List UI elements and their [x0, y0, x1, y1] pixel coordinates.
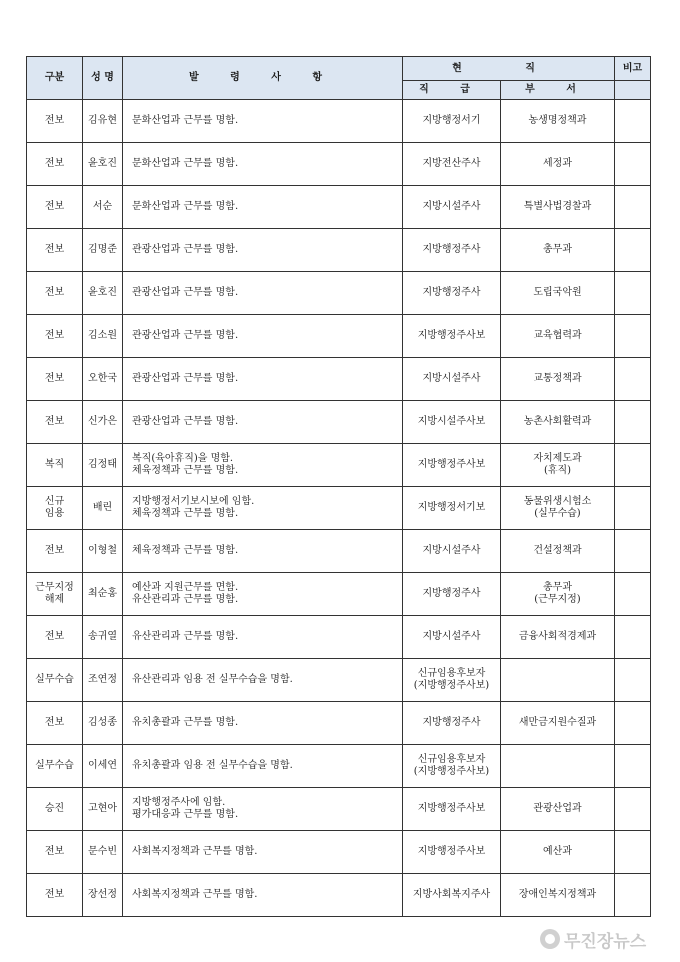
news-logo-icon — [540, 929, 560, 949]
cell-grade-line: 지방시설주사 — [422, 201, 481, 212]
cell-remarks — [615, 401, 651, 444]
cell-grade-line: 지방시설주사 — [422, 373, 481, 384]
table-row — [27, 358, 651, 401]
cell-grade — [403, 100, 501, 143]
cell-type-line: 전보 — [44, 631, 65, 642]
cell-type-line: 해제 — [44, 594, 65, 605]
cell-dept — [501, 530, 615, 573]
cell-remarks — [615, 272, 651, 315]
cell-grade-line: 지방행정주사보 — [417, 803, 486, 814]
cell-name: 고현아 — [83, 788, 123, 831]
cell-remarks — [615, 186, 651, 229]
cell-order — [123, 229, 403, 272]
cell-order-line: 관광산업과 근무를 명함. — [132, 330, 239, 341]
cell-dept — [501, 444, 615, 487]
cell-order-line: 복직(육아휴직)을 명함. — [132, 453, 234, 464]
table-row — [27, 788, 651, 831]
cell-order — [123, 831, 403, 874]
cell-order — [123, 616, 403, 659]
cell-grade-line: 지방행정주사 — [422, 717, 481, 728]
cell-grade — [403, 358, 501, 401]
table-row — [27, 315, 651, 358]
cell-grade-line: 지방시설주사 — [422, 631, 481, 642]
cell-grade-line: (지방행정주사보) — [413, 680, 490, 691]
table-row — [27, 186, 651, 229]
header-remarks-blank — [615, 81, 651, 100]
cell-dept — [501, 143, 615, 186]
cell-type-line: 임용 — [44, 508, 65, 519]
cell-dept — [501, 874, 615, 917]
cell-order-line: 관광산업과 근무를 명함. — [132, 416, 239, 427]
cell-order-line: 체육정책과 근무를 명함. — [132, 545, 239, 556]
cell-type-line: 전보 — [44, 244, 65, 255]
cell-dept-line: 관광산업과 — [533, 803, 582, 814]
cell-dept — [501, 831, 615, 874]
cell-dept — [501, 745, 615, 788]
cell-order-line: 유산관리과 근무를 명함. — [132, 631, 239, 642]
cell-grade-line: 지방행정주사보 — [417, 330, 486, 341]
cell-type-line: 신규 — [44, 496, 65, 507]
cell-type — [27, 702, 83, 745]
table-row — [27, 401, 651, 444]
cell-dept — [501, 616, 615, 659]
cell-order — [123, 401, 403, 444]
cell-grade-line: 지방행정주사보 — [417, 846, 486, 857]
cell-dept — [501, 659, 615, 702]
table-row — [27, 487, 651, 530]
cell-order-line: 관광산업과 근무를 명함. — [132, 287, 239, 298]
table-header — [27, 57, 651, 100]
cell-remarks — [615, 143, 651, 186]
cell-name: 윤호진 — [83, 143, 123, 186]
cell-dept-line: 자치제도과 — [533, 453, 582, 464]
cell-type — [27, 745, 83, 788]
cell-order — [123, 487, 403, 530]
table-row — [27, 272, 651, 315]
cell-order-line: 사회복지정책과 근무를 명함. — [132, 846, 258, 857]
cell-order — [123, 745, 403, 788]
cell-remarks — [615, 444, 651, 487]
cell-type — [27, 659, 83, 702]
cell-grade — [403, 831, 501, 874]
cell-grade — [403, 444, 501, 487]
cell-grade-line: 지방행정주사 — [422, 287, 481, 298]
cell-order-line: 관광산업과 근무를 명함. — [132, 373, 239, 384]
cell-dept-line: 총무과 — [543, 582, 572, 593]
cell-order — [123, 659, 403, 702]
cell-dept — [501, 229, 615, 272]
cell-type-line: 전보 — [44, 717, 65, 728]
cell-dept-line: 예산과 — [543, 846, 572, 857]
cell-name: 이세연 — [83, 745, 123, 788]
table-row — [27, 616, 651, 659]
cell-order — [123, 530, 403, 573]
cell-order — [123, 444, 403, 487]
cell-order — [123, 702, 403, 745]
cell-remarks — [615, 229, 651, 272]
cell-type-line: 전보 — [44, 373, 65, 384]
cell-order-line: 유치총괄과 임용 전 실무수습을 명함. — [132, 760, 293, 771]
cell-remarks — [615, 745, 651, 788]
table-row — [27, 573, 651, 616]
cell-type — [27, 401, 83, 444]
cell-name: 오한국 — [83, 358, 123, 401]
table-body — [27, 100, 651, 917]
cell-grade — [403, 616, 501, 659]
cell-order-line: 사회복지정책과 근무를 명함. — [132, 889, 258, 900]
cell-type — [27, 788, 83, 831]
header-current: 현 직 — [403, 57, 615, 81]
cell-grade-line: 지방행정서기보 — [417, 502, 486, 513]
personnel-table — [26, 56, 651, 917]
cell-dept-line: 교육협력과 — [533, 330, 582, 341]
cell-grade — [403, 401, 501, 444]
cell-remarks — [615, 530, 651, 573]
cell-dept — [501, 487, 615, 530]
cell-dept — [501, 272, 615, 315]
cell-type — [27, 874, 83, 917]
table-row — [27, 444, 651, 487]
cell-order — [123, 186, 403, 229]
cell-dept-line: 교통정책과 — [533, 373, 582, 384]
cell-name: 서순 — [83, 186, 123, 229]
table-row — [27, 874, 651, 917]
table-row — [27, 530, 651, 573]
cell-dept — [501, 401, 615, 444]
cell-grade — [403, 143, 501, 186]
cell-remarks — [615, 358, 651, 401]
cell-grade-line: 지방행정서기 — [422, 115, 481, 126]
cell-order-line: 예산과 지원근무를 면함. — [132, 582, 239, 593]
cell-grade — [403, 659, 501, 702]
cell-type — [27, 272, 83, 315]
cell-dept-line: (실무수습) — [534, 508, 581, 519]
cell-order — [123, 272, 403, 315]
cell-name: 조연정 — [83, 659, 123, 702]
cell-dept — [501, 100, 615, 143]
cell-order-line: 문화산업과 근무를 명함. — [132, 115, 239, 126]
cell-grade-line: 지방시설주사보 — [417, 416, 486, 427]
cell-type-line: 승진 — [44, 803, 65, 814]
cell-type — [27, 487, 83, 530]
cell-grade-line: 지방행정주사보 — [417, 459, 486, 470]
cell-name: 김정태 — [83, 444, 123, 487]
cell-name: 김유현 — [83, 100, 123, 143]
cell-dept-line: 금융사회적경제과 — [518, 631, 597, 642]
header-dept: 부 서 — [501, 81, 615, 100]
cell-remarks — [615, 573, 651, 616]
cell-order-line: 체육정책과 근무를 명함. — [132, 508, 239, 519]
table-row — [27, 229, 651, 272]
cell-dept-line: 건설정책과 — [533, 545, 582, 556]
header-order: 발 령 사 항 — [123, 57, 403, 100]
cell-order — [123, 788, 403, 831]
cell-grade — [403, 530, 501, 573]
cell-type — [27, 100, 83, 143]
cell-type — [27, 444, 83, 487]
cell-dept-line: 총무과 — [543, 244, 572, 255]
cell-grade — [403, 788, 501, 831]
cell-type-line: 전보 — [44, 115, 65, 126]
cell-order-line: 유산관리과 임용 전 실무수습을 명함. — [132, 674, 293, 685]
table-row — [27, 702, 651, 745]
cell-dept — [501, 573, 615, 616]
cell-grade — [403, 315, 501, 358]
cell-order — [123, 573, 403, 616]
cell-order-line: 지방행정주사에 임함. — [132, 797, 226, 808]
table-row — [27, 659, 651, 702]
cell-order-line: 유산관리과 근무를 명함. — [132, 594, 239, 605]
watermark — [540, 926, 675, 952]
cell-grade — [403, 487, 501, 530]
cell-remarks — [615, 616, 651, 659]
cell-type — [27, 530, 83, 573]
cell-dept-line: (근무지정) — [534, 594, 581, 605]
cell-grade — [403, 272, 501, 315]
cell-dept — [501, 358, 615, 401]
cell-type-line: 전보 — [44, 545, 65, 556]
cell-order-line: 지방행정서기보시보에 임함. — [132, 496, 255, 507]
cell-grade-line: 지방시설주사 — [422, 545, 481, 556]
cell-dept-line: 동물위생시험소 — [523, 496, 592, 507]
cell-grade-line: 지방사회복지주사 — [412, 889, 491, 900]
cell-dept-line: 장애인복지정책과 — [518, 889, 597, 900]
table-row — [27, 100, 651, 143]
cell-remarks — [615, 874, 651, 917]
cell-type — [27, 573, 83, 616]
cell-grade-line: 지방행정주사 — [422, 588, 481, 599]
cell-dept — [501, 788, 615, 831]
cell-order-line: 평가대응과 근무를 명함. — [132, 809, 239, 820]
cell-name: 이형철 — [83, 530, 123, 573]
cell-type-line: 전보 — [44, 889, 65, 900]
cell-type-line: 실무수습 — [35, 760, 74, 771]
cell-remarks — [615, 659, 651, 702]
cell-dept-line: 세정과 — [543, 158, 572, 169]
cell-type-line: 근무지정 — [35, 582, 74, 593]
cell-remarks — [615, 702, 651, 745]
cell-grade — [403, 573, 501, 616]
cell-type-line: 전보 — [44, 416, 65, 427]
cell-name: 배린 — [83, 487, 123, 530]
cell-dept-line: 농촌사회활력과 — [523, 416, 592, 427]
cell-type — [27, 315, 83, 358]
cell-grade-line: 지방전산주사 — [422, 158, 481, 169]
cell-dept-line: (휴직) — [543, 465, 572, 476]
table-row — [27, 143, 651, 186]
cell-grade — [403, 745, 501, 788]
cell-remarks — [615, 831, 651, 874]
cell-grade — [403, 874, 501, 917]
cell-dept-line: 특별사법경찰과 — [523, 201, 592, 212]
cell-name: 장선정 — [83, 874, 123, 917]
cell-name: 송귀열 — [83, 616, 123, 659]
cell-grade-line: 신규임용후보자 — [417, 754, 486, 765]
cell-order — [123, 143, 403, 186]
cell-grade — [403, 229, 501, 272]
cell-type — [27, 229, 83, 272]
cell-type — [27, 616, 83, 659]
cell-order — [123, 358, 403, 401]
cell-order — [123, 315, 403, 358]
cell-grade-line: (지방행정주사보) — [413, 766, 490, 777]
cell-name: 문수빈 — [83, 831, 123, 874]
cell-dept — [501, 315, 615, 358]
cell-type-line: 전보 — [44, 287, 65, 298]
cell-dept — [501, 702, 615, 745]
cell-grade — [403, 702, 501, 745]
cell-type — [27, 358, 83, 401]
cell-remarks — [615, 788, 651, 831]
cell-remarks — [615, 487, 651, 530]
watermark-text: 무진장뉴스 — [564, 931, 647, 952]
cell-type — [27, 186, 83, 229]
cell-name: 김소원 — [83, 315, 123, 358]
cell-type-line: 전보 — [44, 201, 65, 212]
cell-name: 김명준 — [83, 229, 123, 272]
cell-grade — [403, 186, 501, 229]
cell-dept-line: 새만금지원수질과 — [518, 717, 597, 728]
cell-grade-line: 지방행정주사 — [422, 244, 481, 255]
cell-type-line: 전보 — [44, 158, 65, 169]
cell-type-line: 전보 — [44, 330, 65, 341]
header-name: 성 명 — [83, 57, 123, 100]
header-gubun: 구분 — [27, 57, 83, 100]
cell-type-line: 실무수습 — [35, 674, 74, 685]
cell-type-line: 전보 — [44, 846, 65, 857]
cell-order-line: 유치총괄과 근무를 명함. — [132, 717, 239, 728]
cell-dept — [501, 186, 615, 229]
header-grade: 직 급 — [403, 81, 501, 100]
header-remarks: 비고 — [615, 57, 651, 81]
cell-dept-line: 농생명정책과 — [528, 115, 587, 126]
cell-order-line: 문화산업과 근무를 명함. — [132, 201, 239, 212]
cell-remarks — [615, 315, 651, 358]
cell-order-line: 체육정책과 근무를 명함. — [132, 465, 239, 476]
cell-name: 윤호진 — [83, 272, 123, 315]
cell-name: 최순홍 — [83, 573, 123, 616]
cell-type — [27, 831, 83, 874]
cell-dept-line: 도립국악원 — [533, 287, 582, 298]
cell-order-line: 관광산업과 근무를 명함. — [132, 244, 239, 255]
cell-grade-line: 신규임용후보자 — [417, 668, 486, 679]
cell-name: 김성종 — [83, 702, 123, 745]
cell-order-line: 문화산업과 근무를 명함. — [132, 158, 239, 169]
table-row — [27, 745, 651, 788]
cell-type — [27, 143, 83, 186]
cell-order — [123, 100, 403, 143]
cell-order — [123, 874, 403, 917]
table-row — [27, 831, 651, 874]
cell-type-line: 복직 — [44, 459, 65, 470]
cell-name: 신가은 — [83, 401, 123, 444]
cell-remarks — [615, 100, 651, 143]
